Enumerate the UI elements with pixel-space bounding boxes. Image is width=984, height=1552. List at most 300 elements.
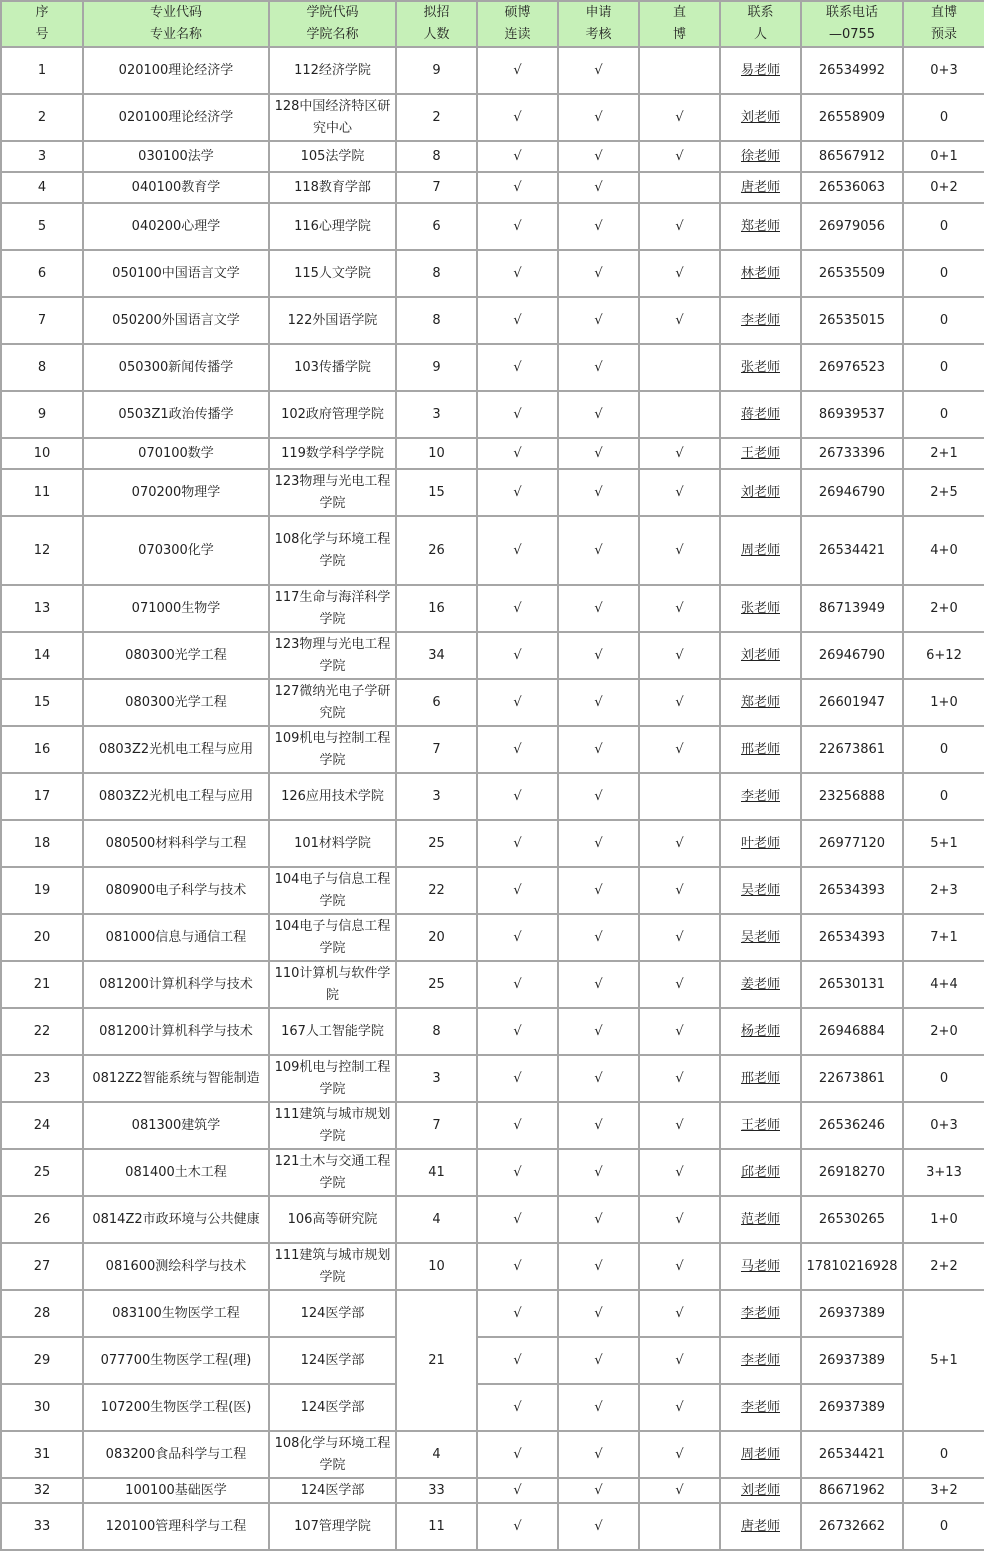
row-number: 28 (1, 1290, 83, 1337)
contact-cell (720, 1478, 801, 1503)
contact-cell (720, 1431, 801, 1478)
header-line-2: 专业名称 (149, 27, 202, 42)
header-pre-admit (903, 1, 984, 47)
quota-cell: 3 (396, 391, 477, 438)
school-cell: 108化学与环境工程学院 (269, 516, 396, 585)
school-cell: 109机电与控制工程学院 (269, 726, 396, 773)
direct-phd-cell (639, 773, 720, 820)
table-row (1, 1196, 984, 1243)
ms-phd-cell: √ (477, 1008, 558, 1055)
contact-cell (720, 679, 801, 726)
row-number: 14 (1, 632, 83, 679)
header-line-1: 序 (35, 5, 49, 20)
row-number: 30 (1, 1384, 83, 1431)
phone-cell: 26937389 (801, 1337, 903, 1384)
header-phone (801, 1, 903, 47)
pre-admit-cell: 1+0 (903, 1196, 984, 1243)
contact-link[interactable]: 刘老师 (740, 647, 780, 663)
contact-link[interactable]: 马老师 (740, 1258, 780, 1274)
row-number: 7 (1, 297, 83, 344)
contact-link[interactable]: 李老师 (740, 1399, 780, 1415)
major-cell: 050100中国语言文学 (83, 250, 269, 297)
contact-link[interactable]: 吴老师 (740, 882, 780, 898)
row-number: 2 (1, 94, 83, 141)
pre-admit-cell: 0+2 (903, 172, 984, 203)
table-row (1, 391, 984, 438)
pre-admit-cell: 7+1 (903, 914, 984, 961)
header-line-2: 人 (753, 27, 767, 42)
application-cell: √ (558, 391, 639, 438)
ms-phd-cell: √ (477, 1243, 558, 1290)
application-cell: √ (558, 726, 639, 773)
contact-cell (720, 469, 801, 516)
row-number: 4 (1, 172, 83, 203)
direct-phd-cell: √ (639, 726, 720, 773)
major-cell: 0503Z1政治传播学 (83, 391, 269, 438)
contact-cell (720, 1503, 801, 1550)
header-line-2: 连读 (504, 27, 531, 42)
quota-cell: 9 (396, 47, 477, 94)
major-cell: 030100法学 (83, 141, 269, 172)
row-number: 5 (1, 203, 83, 250)
row-number: 13 (1, 585, 83, 632)
table-row (1, 1337, 984, 1384)
school-cell: 127微纳光电子学研究院 (269, 679, 396, 726)
contact-link[interactable]: 叶老师 (740, 835, 780, 851)
school-cell: 112经济学院 (269, 47, 396, 94)
major-cell: 081300建筑学 (83, 1102, 269, 1149)
table-row (1, 344, 984, 391)
row-number: 25 (1, 1149, 83, 1196)
row-number: 24 (1, 1102, 83, 1149)
header-line-1: 申请 (585, 5, 612, 20)
table-row (1, 438, 984, 469)
contact-link[interactable]: 徐老师 (740, 148, 780, 164)
ms-phd-cell: √ (477, 344, 558, 391)
direct-phd-cell: √ (639, 1431, 720, 1478)
header-line-2: 学院名称 (306, 27, 359, 42)
application-cell: √ (558, 679, 639, 726)
school-cell: 115人文学院 (269, 250, 396, 297)
quota-cell: 6 (396, 679, 477, 726)
table-row (1, 1431, 984, 1478)
ms-phd-cell: √ (477, 1055, 558, 1102)
table-row (1, 47, 984, 94)
header-direct-phd (639, 1, 720, 47)
table-row (1, 1102, 984, 1149)
direct-phd-cell: √ (639, 1290, 720, 1337)
phone-cell: 26918270 (801, 1149, 903, 1196)
quota-cell: 2 (396, 94, 477, 141)
school-cell: 102政府管理学院 (269, 391, 396, 438)
direct-phd-cell: √ (639, 1243, 720, 1290)
row-number: 17 (1, 773, 83, 820)
application-cell: √ (558, 94, 639, 141)
pre-admit-cell: 3+13 (903, 1149, 984, 1196)
phone-cell: 26937389 (801, 1290, 903, 1337)
quota-cell: 26 (396, 516, 477, 585)
direct-phd-cell: √ (639, 1008, 720, 1055)
ms-phd-cell: √ (477, 1196, 558, 1243)
header-line-2: 博 (672, 27, 686, 42)
contact-link[interactable]: 蒋老师 (740, 406, 780, 422)
contact-link[interactable]: 张老师 (740, 600, 780, 616)
contact-link[interactable]: 邢老师 (740, 741, 780, 757)
major-cell: 0803Z2光机电工程与应用 (83, 726, 269, 773)
application-cell: √ (558, 297, 639, 344)
phone-cell: 26536246 (801, 1102, 903, 1149)
school-cell: 126应用技术学院 (269, 773, 396, 820)
row-number: 9 (1, 391, 83, 438)
contact-link[interactable]: 林老师 (740, 265, 780, 281)
phone-cell: 26530265 (801, 1196, 903, 1243)
direct-phd-cell: √ (639, 1384, 720, 1431)
table-row (1, 1478, 984, 1503)
school-cell: 109机电与控制工程学院 (269, 1055, 396, 1102)
pre-admit-cell: 0 (903, 726, 984, 773)
application-cell: √ (558, 469, 639, 516)
application-cell: √ (558, 47, 639, 94)
table-row (1, 1384, 984, 1431)
quota-cell: 10 (396, 438, 477, 469)
phone-cell: 26534393 (801, 914, 903, 961)
quota-cell: 21 (396, 1290, 477, 1431)
pre-admit-cell: 0+1 (903, 141, 984, 172)
major-cell: 0812Z2智能系统与智能制造 (83, 1055, 269, 1102)
application-cell: √ (558, 1196, 639, 1243)
contact-link[interactable]: 易老师 (740, 62, 780, 78)
ms-phd-cell: √ (477, 1478, 558, 1503)
contact-link[interactable]: 范老师 (740, 1211, 780, 1227)
ms-phd-cell: √ (477, 1384, 558, 1431)
quota-cell: 3 (396, 773, 477, 820)
contact-cell (720, 1055, 801, 1102)
ms-phd-cell: √ (477, 1337, 558, 1384)
phone-cell: 26732662 (801, 1503, 903, 1550)
table-row (1, 1055, 984, 1102)
ms-phd-cell: √ (477, 1503, 558, 1550)
school-cell: 107管理学院 (269, 1503, 396, 1550)
contact-cell (720, 172, 801, 203)
contact-link[interactable]: 王老师 (740, 1117, 780, 1133)
quota-cell: 10 (396, 1243, 477, 1290)
application-cell: √ (558, 773, 639, 820)
direct-phd-cell: √ (639, 1196, 720, 1243)
school-cell: 119数学科学学院 (269, 438, 396, 469)
table-row (1, 585, 984, 632)
contact-link[interactable]: 吴老师 (740, 929, 780, 945)
phone-cell: 26535015 (801, 297, 903, 344)
header-application (558, 1, 639, 47)
direct-phd-cell: √ (639, 203, 720, 250)
pre-admit-cell: 4+0 (903, 516, 984, 585)
table-row (1, 679, 984, 726)
row-number: 22 (1, 1008, 83, 1055)
direct-phd-cell: √ (639, 914, 720, 961)
contact-link[interactable]: 杨老师 (740, 1023, 780, 1039)
table-row (1, 1149, 984, 1196)
row-number: 27 (1, 1243, 83, 1290)
header-line-1: 学院代码 (306, 5, 359, 20)
contact-cell (720, 1290, 801, 1337)
contact-link[interactable]: 李老师 (740, 1352, 780, 1368)
direct-phd-cell: √ (639, 1149, 720, 1196)
quota-cell: 3 (396, 1055, 477, 1102)
ms-phd-cell: √ (477, 94, 558, 141)
pre-admit-cell: 2+1 (903, 438, 984, 469)
table-row (1, 469, 984, 516)
header-quota (396, 1, 477, 47)
school-cell: 101材料学院 (269, 820, 396, 867)
ms-phd-cell: √ (477, 141, 558, 172)
school-cell: 123物理与光电工程学院 (269, 632, 396, 679)
contact-link[interactable]: 邱老师 (740, 1164, 780, 1180)
ms-phd-cell: √ (477, 47, 558, 94)
phone-cell: 26530131 (801, 961, 903, 1008)
school-cell: 124医学部 (269, 1478, 396, 1503)
row-number: 8 (1, 344, 83, 391)
major-cell: 050300新闻传播学 (83, 344, 269, 391)
direct-phd-cell: √ (639, 585, 720, 632)
application-cell: √ (558, 1008, 639, 1055)
header-line-2: 预录 (930, 27, 957, 42)
row-number: 18 (1, 820, 83, 867)
major-cell: 0814Z2市政环境与公共健康 (83, 1196, 269, 1243)
contact-link[interactable]: 刘老师 (740, 109, 780, 125)
application-cell: √ (558, 1102, 639, 1149)
header-line-1: 联系电话 (825, 5, 878, 20)
direct-phd-cell: √ (639, 1055, 720, 1102)
contact-link[interactable]: 唐老师 (740, 179, 780, 195)
school-cell: 104电子与信息工程学院 (269, 914, 396, 961)
phone-cell: 26601947 (801, 679, 903, 726)
application-cell: √ (558, 1384, 639, 1431)
pre-admit-cell: 5+1 (903, 820, 984, 867)
school-cell: 117生命与海洋科学学院 (269, 585, 396, 632)
phone-cell: 86567912 (801, 141, 903, 172)
table-row (1, 820, 984, 867)
row-number: 31 (1, 1431, 83, 1478)
header-line-2: —0755 (828, 27, 876, 42)
school-cell: 105法学院 (269, 141, 396, 172)
contact-cell (720, 344, 801, 391)
table-row (1, 1243, 984, 1290)
direct-phd-cell: √ (639, 679, 720, 726)
table-row (1, 961, 984, 1008)
major-cell: 120100管理科学与工程 (83, 1503, 269, 1550)
ms-phd-cell: √ (477, 1149, 558, 1196)
row-number: 23 (1, 1055, 83, 1102)
contact-link[interactable]: 周老师 (740, 1446, 780, 1462)
contact-cell (720, 820, 801, 867)
direct-phd-cell: √ (639, 297, 720, 344)
direct-phd-cell: √ (639, 250, 720, 297)
direct-phd-cell (639, 1503, 720, 1550)
major-cell: 083100生物医学工程 (83, 1290, 269, 1337)
ms-phd-cell: √ (477, 679, 558, 726)
contact-link[interactable]: 唐老师 (740, 1518, 780, 1534)
quota-cell: 9 (396, 344, 477, 391)
table-row (1, 914, 984, 961)
contact-link[interactable]: 李老师 (740, 1305, 780, 1321)
direct-phd-cell (639, 344, 720, 391)
quota-cell: 8 (396, 297, 477, 344)
major-cell: 080300光学工程 (83, 679, 269, 726)
major-cell: 081000信息与通信工程 (83, 914, 269, 961)
direct-phd-cell: √ (639, 1337, 720, 1384)
major-cell: 081200计算机科学与技术 (83, 1008, 269, 1055)
application-cell: √ (558, 1431, 639, 1478)
row-number: 29 (1, 1337, 83, 1384)
contact-cell (720, 632, 801, 679)
pre-admit-cell: 3+2 (903, 1478, 984, 1503)
ms-phd-cell: √ (477, 1431, 558, 1478)
header-ms-phd (477, 1, 558, 47)
quota-cell: 4 (396, 1431, 477, 1478)
header-line-1: 拟招 (423, 5, 450, 20)
pre-admit-cell: 0 (903, 773, 984, 820)
application-cell: √ (558, 1149, 639, 1196)
major-cell: 040100教育学 (83, 172, 269, 203)
application-cell: √ (558, 632, 639, 679)
phone-cell: 26534421 (801, 1431, 903, 1478)
phone-cell: 26979056 (801, 203, 903, 250)
contact-link[interactable]: 刘老师 (740, 484, 780, 500)
phone-cell: 86671962 (801, 1478, 903, 1503)
school-cell: 123物理与光电工程学院 (269, 469, 396, 516)
ms-phd-cell: √ (477, 820, 558, 867)
direct-phd-cell (639, 47, 720, 94)
contact-cell (720, 250, 801, 297)
quota-cell: 8 (396, 141, 477, 172)
phone-cell: 26534992 (801, 47, 903, 94)
contact-link[interactable]: 刘老师 (740, 1482, 780, 1498)
school-cell: 106高等研究院 (269, 1196, 396, 1243)
quota-cell: 16 (396, 585, 477, 632)
school-cell: 124医学部 (269, 1337, 396, 1384)
direct-phd-cell: √ (639, 469, 720, 516)
major-cell: 071000生物学 (83, 585, 269, 632)
pre-admit-cell: 0+3 (903, 1102, 984, 1149)
header-school (269, 1, 396, 47)
school-cell: 124医学部 (269, 1384, 396, 1431)
row-number: 26 (1, 1196, 83, 1243)
direct-phd-cell: √ (639, 820, 720, 867)
row-number: 15 (1, 679, 83, 726)
contact-cell (720, 1149, 801, 1196)
school-cell: 104电子与信息工程学院 (269, 867, 396, 914)
row-number: 33 (1, 1503, 83, 1550)
ms-phd-cell: √ (477, 297, 558, 344)
contact-link[interactable]: 张老师 (740, 359, 780, 375)
contact-link[interactable]: 周老师 (740, 542, 780, 558)
application-cell: √ (558, 1290, 639, 1337)
contact-link[interactable]: 王老师 (740, 445, 780, 461)
pre-admit-cell: 0 (903, 297, 984, 344)
phone-cell: 22673861 (801, 1055, 903, 1102)
contact-link[interactable]: 姜老师 (740, 976, 780, 992)
contact-cell (720, 585, 801, 632)
table-row (1, 94, 984, 141)
school-cell: 111建筑与城市规划学院 (269, 1102, 396, 1149)
application-cell: √ (558, 961, 639, 1008)
phone-cell: 26534421 (801, 516, 903, 585)
phone-cell: 26946790 (801, 632, 903, 679)
contact-cell (720, 1008, 801, 1055)
major-cell: 107200生物医学工程(医) (83, 1384, 269, 1431)
major-cell: 050200外国语言文学 (83, 297, 269, 344)
major-cell: 083200食品科学与工程 (83, 1431, 269, 1478)
quota-cell: 25 (396, 961, 477, 1008)
major-cell: 080300光学工程 (83, 632, 269, 679)
application-cell: √ (558, 516, 639, 585)
ms-phd-cell: √ (477, 726, 558, 773)
ms-phd-cell: √ (477, 585, 558, 632)
table-row (1, 726, 984, 773)
contact-cell (720, 141, 801, 172)
major-cell: 070100数学 (83, 438, 269, 469)
contact-link[interactable]: 郑老师 (740, 694, 780, 710)
contact-link[interactable]: 郑老师 (740, 218, 780, 234)
application-cell: √ (558, 172, 639, 203)
ms-phd-cell: √ (477, 469, 558, 516)
row-number: 12 (1, 516, 83, 585)
header-line-1: 专业代码 (149, 5, 202, 20)
contact-cell (720, 1243, 801, 1290)
contact-cell (720, 1102, 801, 1149)
pre-admit-cell: 0 (903, 1431, 984, 1478)
ms-phd-cell: √ (477, 250, 558, 297)
contact-link[interactable]: 李老师 (740, 788, 780, 804)
contact-cell (720, 773, 801, 820)
application-cell: √ (558, 1337, 639, 1384)
school-cell: 128中国经济特区研究中心 (269, 94, 396, 141)
pre-admit-cell: 1+0 (903, 679, 984, 726)
contact-link[interactable]: 李老师 (740, 312, 780, 328)
row-number: 11 (1, 469, 83, 516)
header-line-2: 号 (35, 27, 49, 42)
phone-cell: 26558909 (801, 94, 903, 141)
row-number: 21 (1, 961, 83, 1008)
ms-phd-cell: √ (477, 773, 558, 820)
major-cell: 020100理论经济学 (83, 94, 269, 141)
row-number: 3 (1, 141, 83, 172)
table-row (1, 1503, 984, 1550)
phone-cell: 86939537 (801, 391, 903, 438)
table-row (1, 516, 984, 585)
pre-admit-cell: 0 (903, 391, 984, 438)
school-cell: 121土木与交通工程学院 (269, 1149, 396, 1196)
contact-link[interactable]: 邢老师 (740, 1070, 780, 1086)
contact-cell (720, 1196, 801, 1243)
ms-phd-cell: √ (477, 438, 558, 469)
quota-cell: 11 (396, 1503, 477, 1550)
header-row (1, 1, 984, 47)
pre-admit-cell: 0+3 (903, 47, 984, 94)
table-row (1, 867, 984, 914)
ms-phd-cell: √ (477, 632, 558, 679)
table-row (1, 203, 984, 250)
header-line-1: 联系 (747, 5, 774, 20)
row-number: 1 (1, 47, 83, 94)
quota-cell: 8 (396, 250, 477, 297)
pre-admit-cell: 0 (903, 1055, 984, 1102)
school-cell: 110计算机与软件学院 (269, 961, 396, 1008)
application-cell: √ (558, 250, 639, 297)
pre-admit-cell: 0 (903, 250, 984, 297)
pre-admit-cell: 6+12 (903, 632, 984, 679)
header-line-2: 考核 (585, 27, 612, 42)
